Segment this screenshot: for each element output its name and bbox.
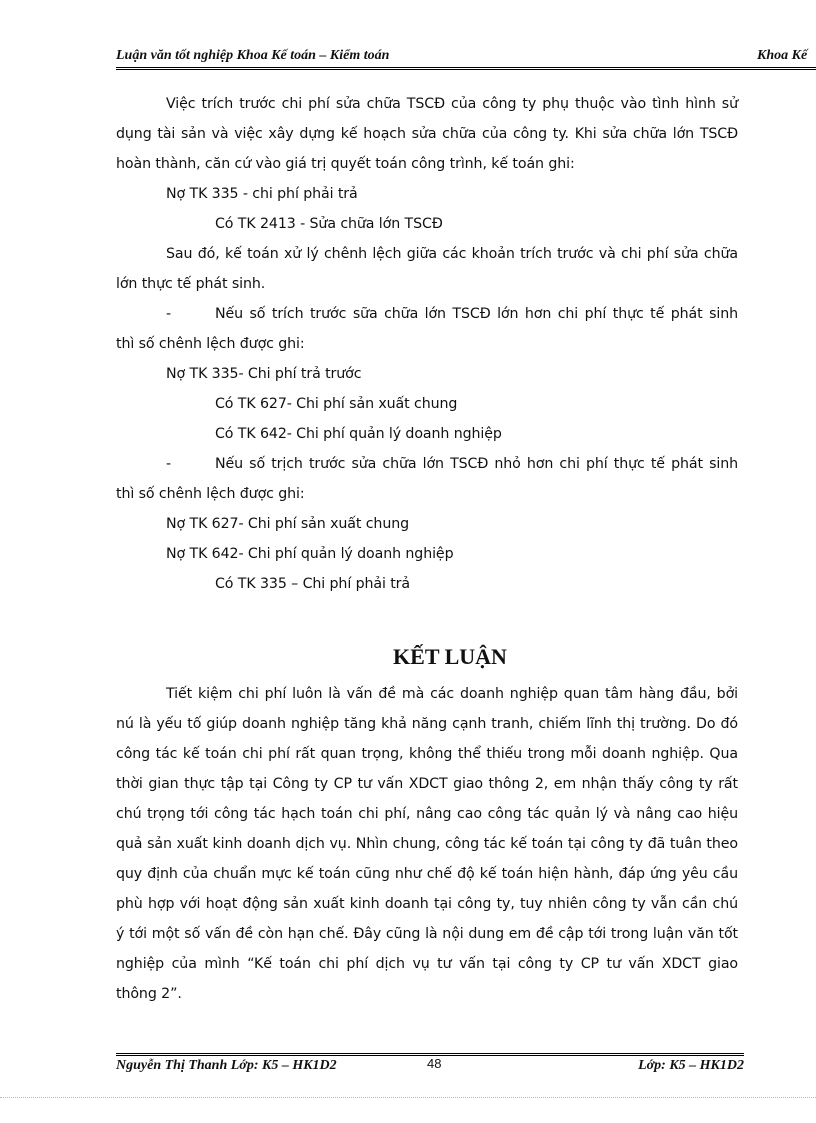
paragraph-line: quả sản xuất kinh doanh dịch vụ. Nhìn chung, công tác kế toán tại công ty đã tuân theo bbox=[116, 836, 738, 852]
paragraph-line: Sau đó, kế toán xử lý chênh lệch giữa các khoản trích trước và chi phí sửa chữa bbox=[166, 246, 738, 262]
header-department: Khoa Kế bbox=[757, 48, 808, 63]
entry-credit: Có TK 2413 - Sửa chữa lớn TSCĐ bbox=[215, 216, 443, 232]
paragraph-line: thời gian thực tập tại Công ty CP tư vấn XDCT giao thông 2, em nhận thấy công ty rất bbox=[116, 776, 738, 792]
paragraph-line: công tác kế toán chi phí rất quan trọng, không thể thiếu trong mỗi doanh nghiệp. Qua bbox=[116, 746, 738, 762]
entry-debit: Nợ TK 642- Chi phí quản lý doanh nghiệp bbox=[166, 546, 454, 562]
paragraph-line: Tiết kiệm chi phí luôn là vấn đề mà các doanh nghiệp quan tâm hàng đầu, bởi bbox=[166, 686, 738, 702]
footer-author: Nguyễn Thị Thanh Lớp: K5 – HK1D2 bbox=[116, 1058, 337, 1073]
list-item: Nếu số trích trước sữa chữa lớn TSCĐ lớn hơn chi phí thực tế phát sinh bbox=[215, 306, 738, 322]
list-item: Nếu số trịch trước sửa chữa lớn TSCĐ nhỏ hơn chi phí thực tế phát sinh bbox=[215, 456, 738, 472]
header-title: Luận văn tốt nghiệp Khoa Kế toán – Kiểm toán bbox=[116, 48, 390, 63]
page-boundary bbox=[0, 1097, 816, 1098]
entry-debit: Nợ TK 335 - chi phí phải trả bbox=[166, 186, 358, 202]
entry-debit: Nợ TK 627- Chi phí sản xuất chung bbox=[166, 516, 410, 532]
paragraph-line: chú trọng tới công tác hạch toán chi phí, nâng cao công tác quản lý và nâng cao hiệu bbox=[116, 806, 738, 822]
conclusion-heading bbox=[0, 644, 816, 670]
entry-credit: Có TK 627- Chi phí sản xuất chung bbox=[215, 396, 458, 412]
paragraph-line: lớn thực tế phát sinh. bbox=[116, 276, 266, 292]
paragraph-line: phù hợp với hoạt động sản xuất kinh doanh tại công ty, tuy nhiên công ty vẫn cần chú bbox=[116, 896, 738, 912]
paragraph-line: Việc trích trước chi phí sửa chữa TSCĐ của công ty phụ thuộc vào tình hình sử bbox=[166, 96, 738, 112]
conclusion-heading-text: KẾT LUẬN bbox=[393, 644, 507, 669]
paragraph-line: hoàn thành, căn cứ vào giá trị quyết toán công trình, kế toán ghi: bbox=[116, 156, 575, 172]
paragraph-line: ý tới một số vấn đề còn hạn chế. Đây cũng là nội dung em đề cập tới trong luận văn tốt bbox=[116, 926, 738, 942]
entry-credit: Có TK 335 – Chi phí phải trả bbox=[215, 576, 411, 592]
header-divider bbox=[116, 67, 816, 70]
paragraph-line: thì số chênh lệch được ghi: bbox=[116, 486, 305, 502]
paragraph-line: nú là yếu tố giúp doanh nghiệp tăng khả năng cạnh tranh, chiếm lĩnh thị trường. Do đó bbox=[116, 716, 738, 732]
entry-credit: Có TK 642- Chi phí quản lý doanh nghiệp bbox=[215, 426, 502, 442]
list-bullet: - bbox=[166, 456, 172, 472]
paragraph-line: thì số chênh lệch được ghi: bbox=[116, 336, 305, 352]
paragraph-line: dụng tài sản và việc xây dựng kế hoạch sửa chữa của công ty. Khi sửa chữa lớn TSCĐ bbox=[116, 126, 738, 142]
page-number: 48 bbox=[427, 1056, 442, 1071]
paragraph-line: thông 2”. bbox=[116, 986, 182, 1002]
paragraph-line: quy định của chuẩn mực kế toán cũng như chế độ kế toán hiện hành, đáp ứng yêu cầu bbox=[116, 866, 738, 882]
list-bullet: - bbox=[166, 306, 172, 322]
entry-debit: Nợ TK 335- Chi phí trả trước bbox=[166, 366, 362, 382]
footer-class: Lớp: K5 – HK1D2 bbox=[638, 1058, 744, 1073]
paragraph-line: nghiệp của mình “Kế toán chi phí dịch vụ tư vấn tại công ty CP tư vấn XDCT giao bbox=[116, 956, 738, 972]
